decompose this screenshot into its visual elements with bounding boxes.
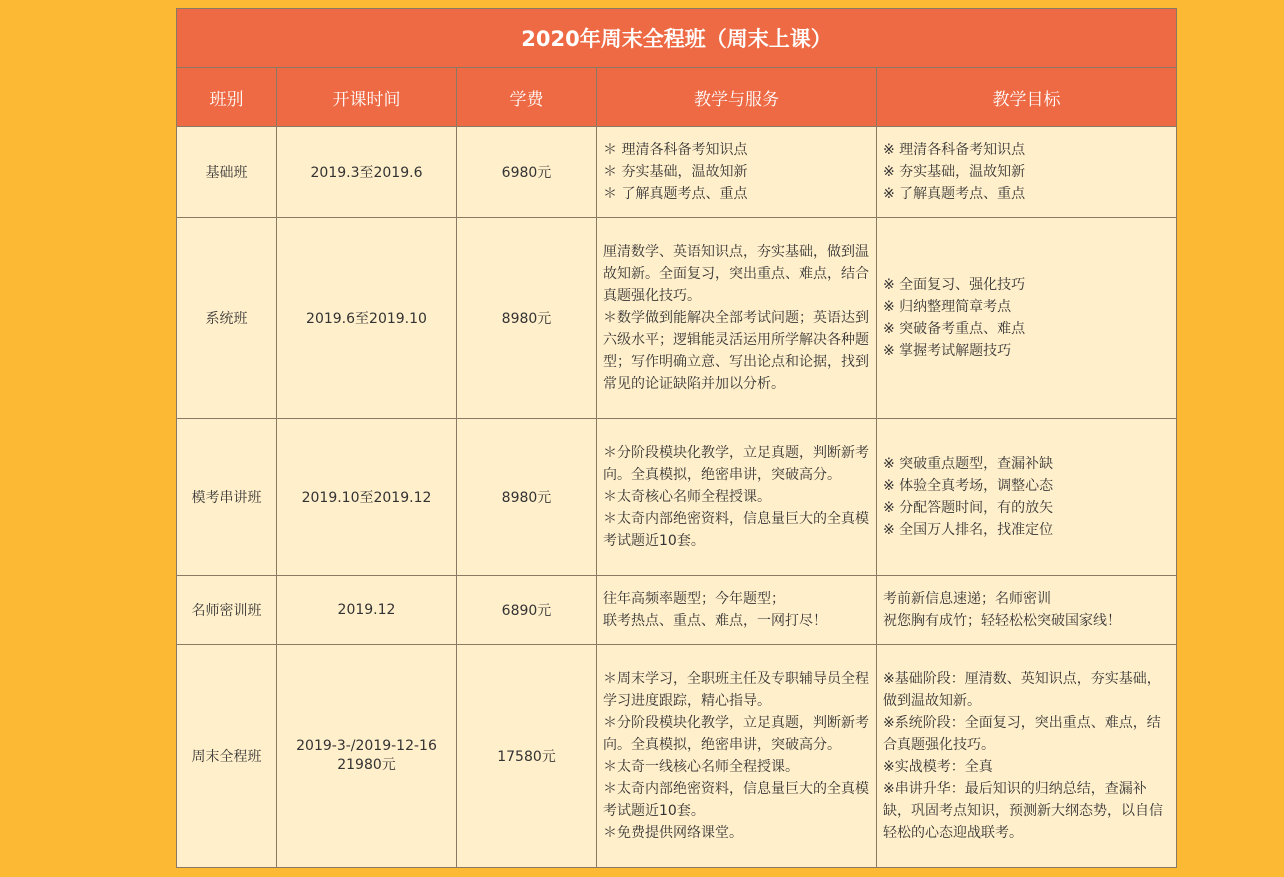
goal-cell [877, 218, 1177, 419]
table-row [177, 645, 1177, 868]
fee: 6890元 [457, 576, 597, 645]
start-time-extra: 21980元 [337, 757, 396, 773]
service-line: 厘清数学、英语知识点，夯实基础，做到温故知新。全面复习，突出重点、难点，结合真题强化技巧。 [603, 244, 869, 304]
fee: 8980元 [457, 419, 597, 576]
fee: 8980元 [457, 218, 597, 419]
goal-cell [877, 127, 1177, 218]
class-name: 系统班 [177, 218, 277, 419]
table-row [177, 218, 1177, 419]
service-cell [597, 218, 877, 419]
header-service: 教学与服务 [597, 68, 877, 127]
goal-cell [877, 576, 1177, 645]
goal-line: ※ 分配答题时间，有的放矢 [883, 500, 1054, 516]
start-time-cell [277, 645, 457, 868]
service-line: ＊分阶段模块化教学，立足真题，判断新考向。全真模拟，绝密串讲，突破高分。 [603, 445, 869, 483]
table-row [177, 419, 1177, 576]
class-name: 周末全程班 [177, 645, 277, 868]
goal-line: ※ 全国万人排名，找准定位 [883, 522, 1054, 538]
table-title: 2020年周末全程班（周末上课） [177, 9, 1177, 68]
goal-line: ※ 突破重点题型，查漏补缺 [883, 456, 1054, 472]
goal-line: 考前新信息速递；名师密训 [883, 591, 1051, 607]
table-row [177, 576, 1177, 645]
service-line: ＊数学做到能解决全部考试问题；英语达到六级水平；逻辑能灵活运用所学解决各种题型；写作明确立意、写出论点和论据，找到常见的论证缺陷并加以分析。 [603, 310, 869, 392]
start-time: 2019.6至2019.10 [277, 218, 457, 419]
service-cell [597, 127, 877, 218]
service-line: ＊分阶段模块化教学，立足真题，判断新考向。全真模拟，绝密串讲，突破高分。 [603, 715, 869, 753]
goal-line: ※ 了解真题考点、重点 [883, 186, 1026, 202]
service-cell [597, 576, 877, 645]
service-line: ＊太奇内部绝密资料，信息量巨大的全真模考试题近10套。 [603, 781, 869, 819]
class-name: 基础班 [177, 127, 277, 218]
fee: 6980元 [457, 127, 597, 218]
class-name: 模考串讲班 [177, 419, 277, 576]
service-line: ＊ 夯实基础，温故知新 [603, 164, 748, 180]
start-time: 2019-3-/2019-12-16 [296, 738, 437, 754]
header-start-time: 开课时间 [277, 68, 457, 127]
goal-line: 祝您胸有成竹；轻轻松松突破国家线！ [883, 613, 1121, 629]
service-line: ＊ 了解真题考点、重点 [603, 186, 748, 202]
service-line: 往年高频率题型；今年题型； [603, 591, 785, 607]
service-line: ＊免费提供网络课堂。 [603, 825, 743, 841]
header-class: 班别 [177, 68, 277, 127]
header-goal: 教学目标 [877, 68, 1177, 127]
service-cell [597, 419, 877, 576]
header-fee: 学费 [457, 68, 597, 127]
goal-cell [877, 645, 1177, 868]
service-line: ＊太奇内部绝密资料，信息量巨大的全真模考试题近10套。 [603, 511, 869, 549]
goal-line: ※基础阶段：厘清数、英知识点，夯实基础，做到温故知新。 [883, 671, 1161, 709]
start-time: 2019.10至2019.12 [277, 419, 457, 576]
service-cell [597, 645, 877, 868]
goal-line: ※ 归纳整理简章考点 [883, 299, 1012, 315]
goal-line: ※实战模考：全真 [883, 759, 993, 775]
service-line: ＊太奇一线核心名师全程授课。 [603, 759, 799, 775]
goal-line: ※ 理清各科备考知识点 [883, 142, 1026, 158]
fee: 17580元 [457, 645, 597, 868]
service-line: ＊周末学习，全职班主任及专职辅导员全程学习进度跟踪，精心指导。 [603, 671, 869, 709]
goal-line: ※ 掌握考试解题技巧 [883, 343, 1012, 359]
goal-line: ※串讲升华：最后知识的归纳总结，查漏补缺，巩固考点知识，预测新大纲态势，以自信轻松的心态迎战联考。 [883, 781, 1163, 841]
table-row [177, 127, 1177, 218]
start-time: 2019.12 [277, 576, 457, 645]
goal-line: ※ 夯实基础，温故知新 [883, 164, 1026, 180]
goal-cell [877, 419, 1177, 576]
class-name: 名师密训班 [177, 576, 277, 645]
service-line: ＊太奇核心名师全程授课。 [603, 489, 771, 505]
goal-line: ※系统阶段：全面复习，突出重点、难点，结合真题强化技巧。 [883, 715, 1161, 753]
goal-line: ※ 突破备考重点、难点 [883, 321, 1026, 337]
service-line: 联考热点、重点、难点，一网打尽！ [603, 613, 827, 629]
start-time: 2019.3至2019.6 [277, 127, 457, 218]
service-line: ＊ 理清各科备考知识点 [603, 142, 748, 158]
course-table [176, 8, 1177, 868]
goal-line: ※ 全面复习、强化技巧 [883, 277, 1026, 293]
goal-line: ※ 体验全真考场，调整心态 [883, 478, 1054, 494]
